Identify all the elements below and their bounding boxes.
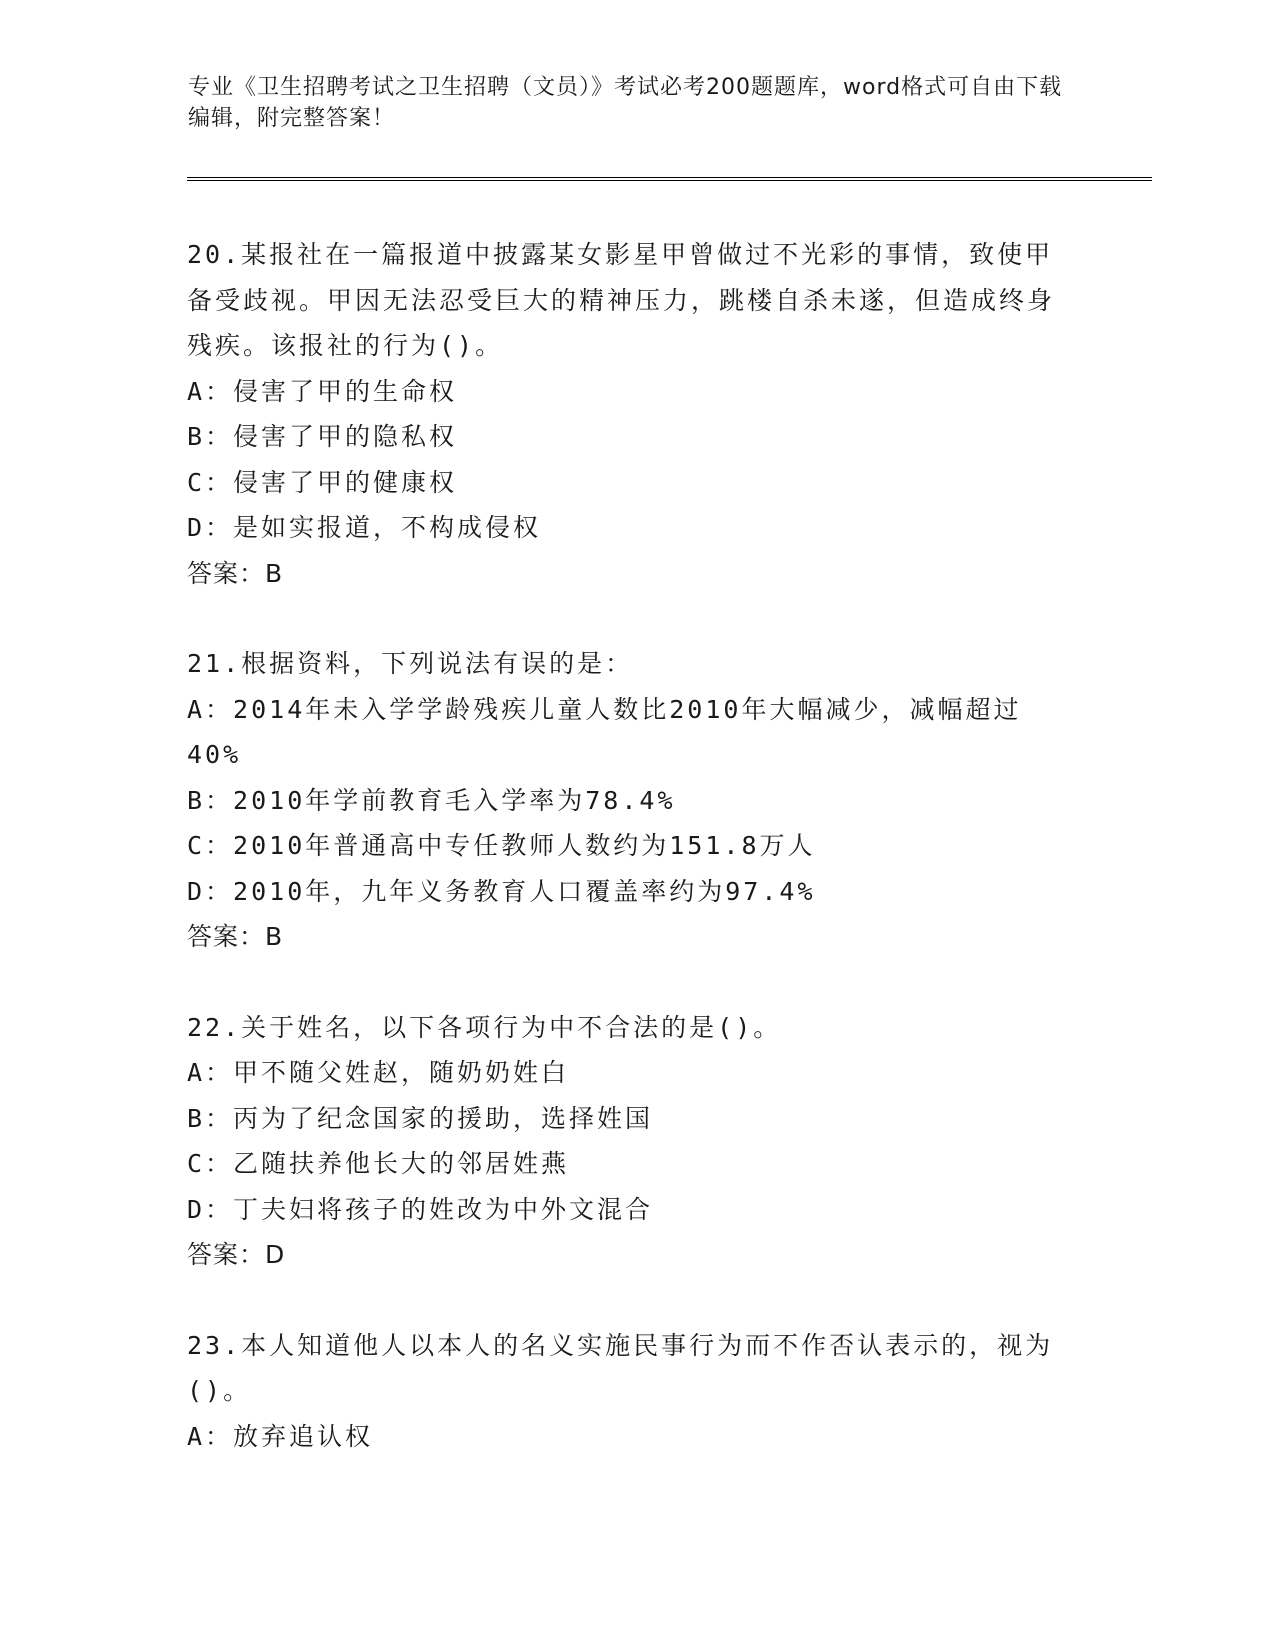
question-stem: 23.本人知道他人以本人的名义实施民事行为而不作否认表示的，视为()。 xyxy=(187,1330,1054,1405)
option-d: D：丁夫妇将孩子的姓改为中外文混合 xyxy=(187,1194,654,1224)
question-23 xyxy=(187,1323,1087,1460)
answer-line: 答案：B xyxy=(187,922,284,951)
question-stem: 20.某报社在一篇报道中披露某女影星甲曾做过不光彩的事情，致使甲备受歧视。甲因无法忍受巨大的精神压力，跳楼自杀未遂，但造成终身残疾。该报社的行为()。 xyxy=(187,240,1056,360)
option-d: D：是如实报道，不构成侵权 xyxy=(187,513,542,542)
question-stem: 21.根据资料，下列说法有误的是： xyxy=(187,649,634,678)
option-a: A：放弃追认权 xyxy=(187,1421,374,1451)
option-b: B：侵害了甲的隐私权 xyxy=(187,422,458,451)
document-header xyxy=(188,72,1068,134)
option-b: B：丙为了纪念国家的援助，选择姓国 xyxy=(187,1103,654,1133)
question-22 xyxy=(187,1005,1087,1278)
header-double-rule xyxy=(187,177,1152,181)
answer-line: 答案：D xyxy=(187,1240,286,1269)
option-d: D：2010年，九年义务教育人口覆盖率约为97.4% xyxy=(187,876,816,906)
option-c: C：侵害了甲的健康权 xyxy=(187,467,458,497)
option-a: A：侵害了甲的生命权 xyxy=(187,376,458,406)
answer-line: 答案：B xyxy=(187,558,284,588)
option-b: B：2010年学前教育毛入学率为78.4% xyxy=(187,785,676,815)
option-c: C：2010年普通高中专任教师人数约为151.8万人 xyxy=(187,831,816,860)
question-20 xyxy=(187,232,1087,596)
question-list xyxy=(187,232,1087,1504)
option-c: C：乙随扶养他长大的邻居姓燕 xyxy=(187,1149,570,1178)
question-stem: 22.关于姓名，以下各项行为中不合法的是()。 xyxy=(187,1012,782,1042)
option-a: A：甲不随父姓赵，随奶奶姓白 xyxy=(187,1058,570,1087)
option-a: A：2014年未入学学龄残疾儿童人数比2010年大幅减少，减幅超过40% xyxy=(187,694,1022,769)
header-text: 专业《卫生招聘考试之卫生招聘（文员）》考试必考200题题库，word格式可自由下载编辑，附完整答案！ xyxy=(188,75,1063,131)
question-21 xyxy=(187,641,1087,960)
